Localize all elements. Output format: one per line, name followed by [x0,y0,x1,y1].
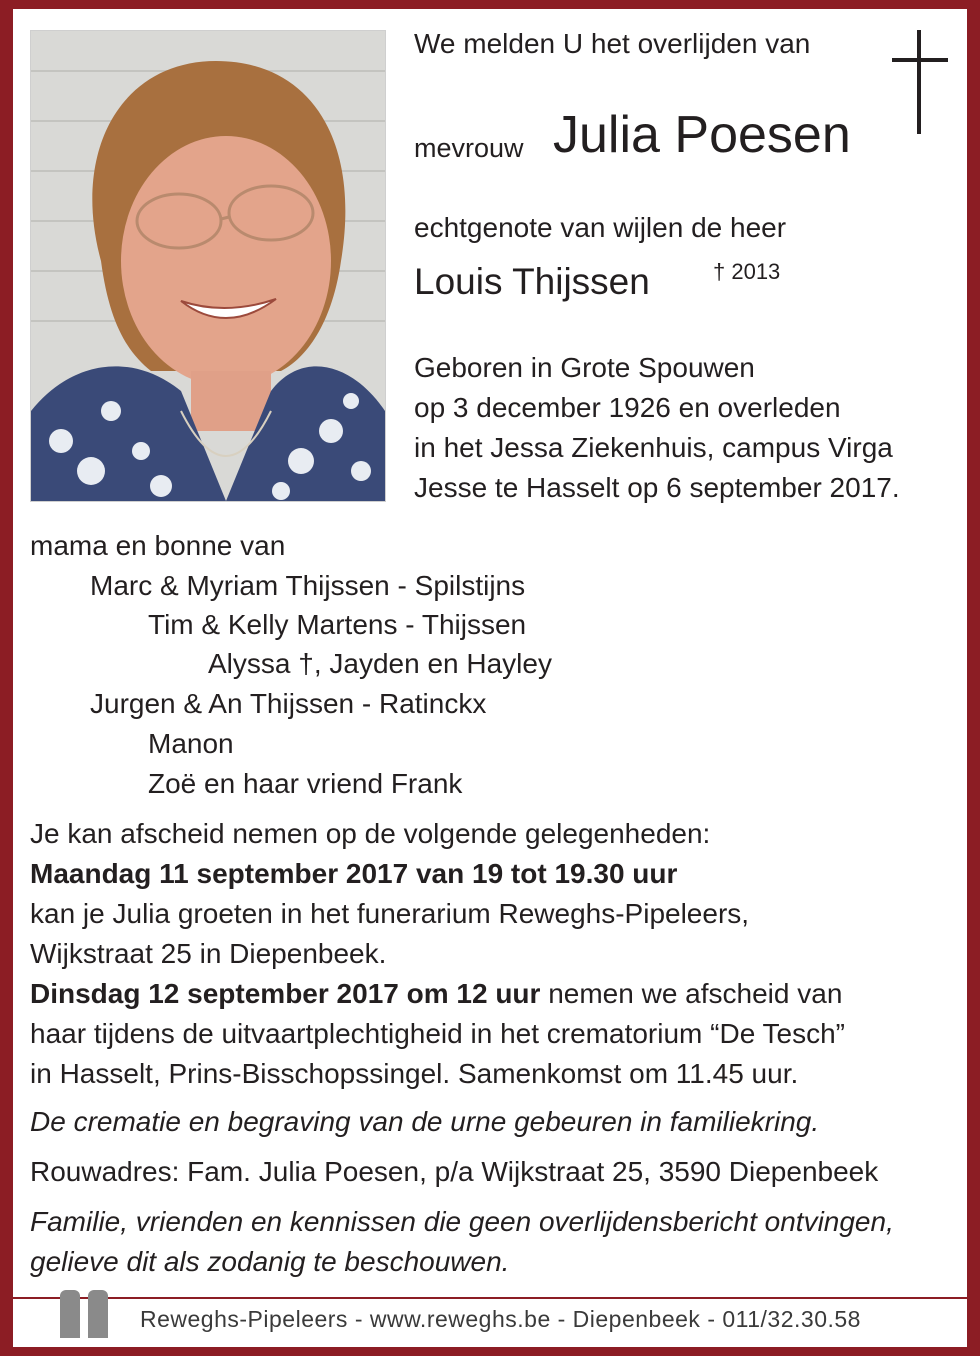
funeral-home-logo-icon-right [88,1290,108,1338]
service-line-3: in Hasselt, Prins-Bisschopssingel. Samenkomst om 11.45 uur. [30,1058,799,1089]
service-line-2: haar tijdens de uitvaartplechtigheid in het crematorium “De Tesch” [30,1018,846,1049]
cross-icon [917,30,921,134]
footer-divider [13,1297,967,1299]
mourning-address: Rouwadres: Fam. Julia Poesen, p/a Wijkstraat 25, 3590 Diepenbeek [30,1156,879,1187]
farewell-intro: Je kan afscheid nemen op de volgende gelegenheden: [30,818,711,849]
spouse-intro: echtgenote van wijlen de heer [414,212,787,243]
service-text: nemen we afscheid van [540,978,843,1009]
funeral-home-logo-icon [60,1290,80,1338]
family-intro: mama en bonne van [30,530,286,561]
birth-line-2: op 3 december 1926 en overleden [414,392,841,423]
family-member: Manon [148,728,234,759]
visit-line-2: Wijkstraat 25 in Diepenbeek. [30,938,387,969]
service-line-1 [30,978,842,1010]
visit-line-1: kan je Julia groeten in het funerarium Reweghs-Pipeleers, [30,898,750,929]
visit-datetime: Maandag 11 september 2017 van 19 tot 19.30 uur [30,858,678,889]
notice-note-2: gelieve dit als zodanig te beschouwen. [30,1246,510,1277]
birth-line-4: Jesse te Hasselt op 6 september 2017. [414,472,900,503]
announcement: We melden U het overlijden van [414,28,811,59]
cross-icon-bar [892,58,948,62]
spouse-name: Louis Thijssen [414,261,650,302]
family-member: Tim & Kelly Martens - Thijssen [148,609,527,640]
family-member: Jurgen & An Thijssen - Ratinckx [90,688,487,719]
deceased-name: Julia Poesen [553,106,851,164]
spouse-death-year: † 2013 [713,259,781,284]
footer-contact: Reweghs-Pipeleers - www.reweghs.be - Diepenbeek - 011/32.30.58 [140,1306,861,1332]
cremation-note: De crematie en begraving van de urne gebeuren in familiekring. [30,1106,820,1137]
notice-note-1: Familie, vrienden en kennissen die geen overlijdensbericht ontvingen, [30,1206,894,1237]
family-member: Marc & Myriam Thijssen - Spilstijns [90,570,526,601]
portrait-photo [30,30,386,502]
birth-line-1: Geboren in Grote Spouwen [414,352,755,383]
family-member: Zoë en haar vriend Frank [148,768,463,799]
title-mevrouw: mevrouw [414,133,524,163]
service-datetime: Dinsdag 12 september 2017 om 12 uur [30,978,541,1009]
family-member: Alyssa †, Jayden en Hayley [208,648,552,679]
birth-line-3: in het Jessa Ziekenhuis, campus Virga [414,432,893,463]
